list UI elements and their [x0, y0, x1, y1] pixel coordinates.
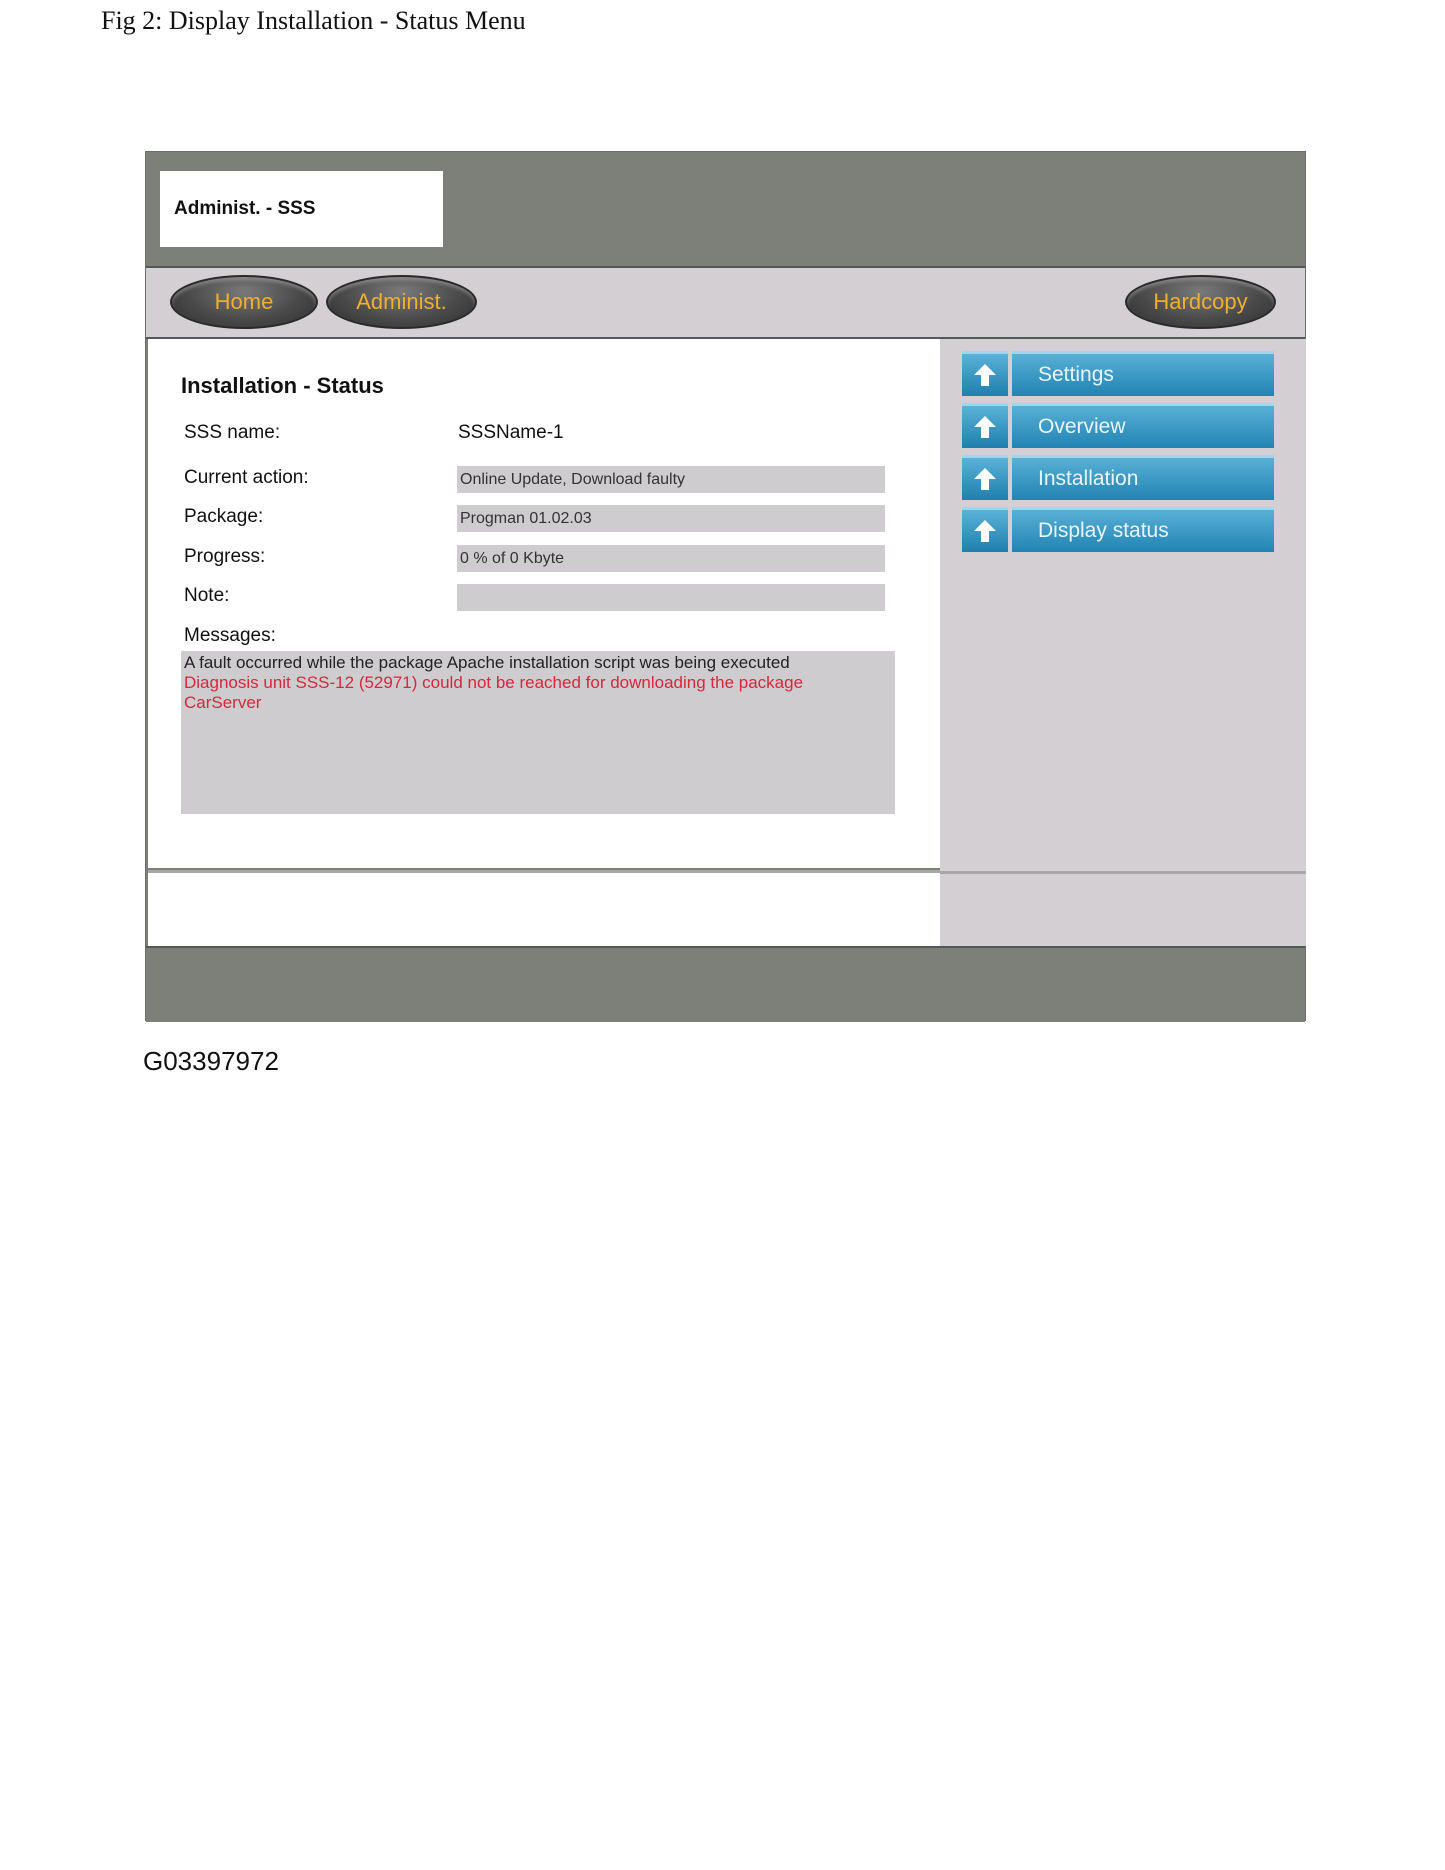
menu-display-status-label: Display status: [1012, 507, 1274, 552]
up-arrow-icon: [962, 351, 1008, 396]
sss-name-value: SSSName-1: [458, 422, 564, 443]
progress-field: 0 % of 0 Kbyte: [457, 545, 885, 572]
package-field: Progman 01.02.03: [457, 505, 885, 532]
menu-settings-button[interactable]: [962, 351, 1274, 396]
home-button[interactable]: Home: [170, 275, 318, 329]
messages-box: [181, 651, 895, 814]
menu-overview-label: Overview: [1012, 403, 1274, 448]
side-menu: [940, 339, 1306, 946]
error-message-line: Diagnosis unit SSS-12 (52971) could not be reached for downloading the package CarServer: [184, 673, 804, 712]
package-label: Package:: [184, 506, 264, 527]
nav-bar: [146, 266, 1305, 339]
side-divider: [940, 871, 1306, 874]
app-window: [145, 151, 1306, 1021]
current-action-label: Current action:: [184, 467, 309, 488]
status-bar: [146, 946, 1305, 1022]
content-footer: [148, 870, 940, 946]
menu-settings-label: Settings: [1012, 351, 1274, 396]
messages-label: Messages:: [184, 625, 276, 646]
sss-name-label: SSS name:: [184, 422, 281, 443]
current-action-field: Online Update, Download faulty: [457, 466, 885, 493]
up-arrow-icon: [962, 455, 1008, 500]
administ-button[interactable]: Administ.: [326, 275, 477, 329]
main-content: [148, 339, 940, 868]
progress-label: Progress:: [184, 546, 266, 567]
page-title: Installation - Status: [181, 373, 384, 398]
note-field: [457, 584, 885, 611]
window-title: Administ. - SSS: [160, 171, 443, 247]
figure-caption: Fig 2: Display Installation - Status Menu: [101, 6, 526, 35]
figure-id: G03397972: [143, 1046, 279, 1076]
menu-installation-button[interactable]: [962, 455, 1274, 500]
up-arrow-icon: [962, 403, 1008, 448]
message-line: A fault occurred while the package Apache installation script was being executed: [184, 653, 790, 672]
menu-display-status-button[interactable]: [962, 507, 1274, 552]
note-label: Note:: [184, 585, 230, 606]
menu-overview-button[interactable]: [962, 403, 1274, 448]
up-arrow-icon: [962, 507, 1008, 552]
hardcopy-button[interactable]: Hardcopy: [1125, 275, 1276, 329]
menu-installation-label: Installation: [1012, 455, 1274, 500]
